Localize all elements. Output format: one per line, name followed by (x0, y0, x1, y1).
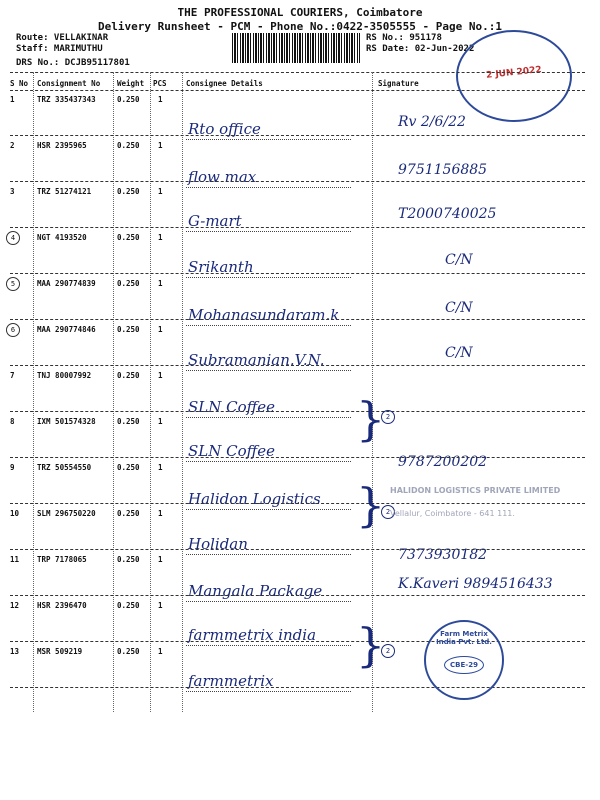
row-consignee: Rto office (188, 120, 261, 138)
row-separator (10, 135, 585, 136)
row-consignment-no: HSR 2396470 (37, 601, 87, 610)
row-signature: C/N (445, 252, 473, 268)
row-consignee: Mangala Package (188, 582, 323, 600)
row-pcs: 1 (158, 555, 163, 564)
col-weight: Weight (117, 79, 145, 88)
group-count-badge: 2 (381, 644, 395, 658)
row-weight: 0.250 (117, 601, 140, 610)
row-separator (10, 687, 585, 688)
row-separator (10, 181, 585, 182)
col-signature: Signature (378, 79, 419, 88)
row-consignee: SLN Coffee (188, 398, 276, 416)
row-separator (10, 411, 585, 412)
row-consignee: Halidon Logistics (188, 490, 321, 508)
consignee-underline (186, 370, 351, 371)
row-signature: 7373930182 (398, 547, 488, 563)
row-sno: 13 (10, 647, 20, 656)
row-pcs: 1 (158, 371, 163, 380)
runsheet-title: Delivery Runsheet - PCM - Phone No.:0422-3505555 - Page No.:1 (98, 20, 502, 33)
row-weight: 0.250 (117, 647, 140, 656)
row-sno: 7 (10, 371, 15, 380)
row-sno: 2 (10, 141, 15, 150)
table-header-rule (10, 90, 585, 91)
row-weight: 0.250 (117, 417, 140, 426)
row-sno: 10 (10, 509, 20, 518)
row-sno: 9 (10, 463, 15, 472)
row-consignment-no: MSR 509219 (37, 647, 83, 656)
row-pcs: 1 (158, 509, 163, 518)
table-top-rule (10, 72, 585, 73)
row-pcs: 1 (158, 187, 163, 196)
row-separator (10, 365, 585, 366)
row-consignee: farmmetrix (188, 672, 274, 690)
row-consignment-no: TRP 7178065 (37, 555, 87, 564)
row-consignment-no: TRZ 51274121 (37, 187, 92, 196)
consignee-underline (186, 645, 351, 646)
consignee-underline (186, 139, 351, 140)
col-divider (113, 72, 114, 712)
row-pcs: 1 (158, 95, 163, 104)
row-separator (10, 273, 585, 274)
barcode (232, 33, 360, 63)
company-stamp (390, 486, 580, 528)
consignee-underline (186, 461, 351, 462)
row-pcs: 1 (158, 141, 163, 150)
row-consignee: Srikanth (188, 258, 254, 276)
group-brace: } (356, 478, 386, 532)
group-brace: } (356, 392, 386, 446)
row-pcs: 1 (158, 325, 163, 334)
row-separator (10, 319, 585, 320)
row-sno: 3 (10, 187, 15, 196)
col-divider (33, 72, 34, 712)
row-pcs: 1 (158, 601, 163, 610)
consignee-underline (186, 187, 351, 188)
row-weight: 0.250 (117, 325, 140, 334)
row-consignee: farmmetrix india (188, 626, 317, 644)
farmmetrix-stamp (424, 620, 504, 700)
row-weight: 0.250 (117, 555, 140, 564)
company-stamp-name: HALIDON LOGISTICS PRIVATE LIMITED (390, 486, 561, 495)
row-pcs: 1 (158, 463, 163, 472)
consignee-underline (186, 554, 351, 555)
col-consignee: Consignee Details (186, 79, 263, 88)
row-weight: 0.250 (117, 463, 140, 472)
col-sno: S No (10, 79, 29, 88)
consignee-underline (186, 277, 351, 278)
staff-label: Staff: MARIMUTHU (16, 44, 103, 54)
row-consignee: Mohanasundaram.k (188, 306, 340, 324)
row-signature: T2000740025 (398, 206, 497, 222)
row-sno: 12 (10, 601, 20, 610)
row-separator (10, 457, 585, 458)
row-signature: C/N (445, 300, 473, 316)
rs-date: RS Date: 02-Jun-2022 (366, 44, 475, 54)
farmmetrix-stamp-name: Farm Metrix India Pvt. Ltd. (436, 630, 492, 646)
drs-label: DRS No.: DCJB95117801 (16, 58, 130, 68)
consignee-underline (186, 325, 351, 326)
group-count-badge: 2 (381, 505, 395, 519)
row-signature: K.Kaveri 9894516433 (398, 576, 553, 592)
row-consignee: flow max (188, 168, 257, 186)
row-pcs: 1 (158, 233, 163, 242)
row-weight: 0.250 (117, 187, 140, 196)
row-separator (10, 595, 585, 596)
company-title: THE PROFESSIONAL COURIERS, Coimbatore (177, 6, 423, 19)
row-consignment-no: TNJ 80007992 (37, 371, 92, 380)
consignee-underline (186, 231, 351, 232)
row-separator (10, 549, 585, 550)
row-consignment-no: MAA 290774846 (37, 325, 96, 334)
group-count-badge: 2 (381, 410, 395, 424)
route-label: Route: VELLAKINAR (16, 33, 109, 43)
row-pcs: 1 (158, 279, 163, 288)
row-pcs: 1 (158, 647, 163, 656)
consignee-underline (186, 509, 351, 510)
row-consignment-no: TRZ 50554550 (37, 463, 92, 472)
row-weight: 0.250 (117, 233, 140, 242)
row-weight: 0.250 (117, 95, 140, 104)
row-pcs: 1 (158, 417, 163, 426)
row-consignment-no: SLM 296750220 (37, 509, 96, 518)
row-sno: 8 (10, 417, 15, 426)
consignee-underline (186, 417, 351, 418)
row-consignee: Holidan (188, 535, 248, 553)
consignee-underline (186, 601, 351, 602)
row-signature: 9751156885 (398, 162, 488, 178)
row-sno: 5 (6, 277, 20, 291)
col-divider (150, 72, 151, 712)
stamp-date: 2 JUN 2022 (485, 65, 543, 81)
row-consignee: G-mart (188, 212, 242, 230)
row-signature: C/N (445, 345, 473, 361)
row-signature: Rv 2/6/22 (398, 114, 466, 130)
consignee-underline (186, 691, 351, 692)
company-stamp-address: Vellalur, Coimbatore - 641 111. (390, 509, 515, 518)
row-consignee: SLN Coffee (188, 442, 276, 460)
rs-number: RS No.: 951178 (366, 33, 442, 43)
row-sno: 11 (10, 555, 20, 564)
row-consignment-no: MAA 290774839 (37, 279, 96, 288)
row-consignment-no: IXM 501574328 (37, 417, 96, 426)
col-divider (182, 72, 183, 712)
row-consignee: Subramanian.V.N. (188, 351, 325, 369)
row-consignment-no: TRZ 335437343 (37, 95, 96, 104)
row-separator (10, 227, 585, 228)
row-sno: 4 (6, 231, 20, 245)
row-sno: 6 (6, 323, 20, 337)
farmmetrix-stamp-code: CBE-29 (444, 656, 484, 674)
row-consignment-no: NGT 4193520 (37, 233, 87, 242)
date-stamp (456, 30, 572, 122)
row-signature: 9787200202 (398, 454, 488, 470)
row-consignment-no: HSR 2395965 (37, 141, 87, 150)
row-weight: 0.250 (117, 279, 140, 288)
row-weight: 0.250 (117, 141, 140, 150)
col-pcs: PCS (153, 79, 167, 88)
row-weight: 0.250 (117, 371, 140, 380)
group-brace: } (356, 618, 386, 672)
row-sno: 1 (10, 95, 15, 104)
col-consignment: Consignment No (37, 79, 101, 88)
row-weight: 0.250 (117, 509, 140, 518)
